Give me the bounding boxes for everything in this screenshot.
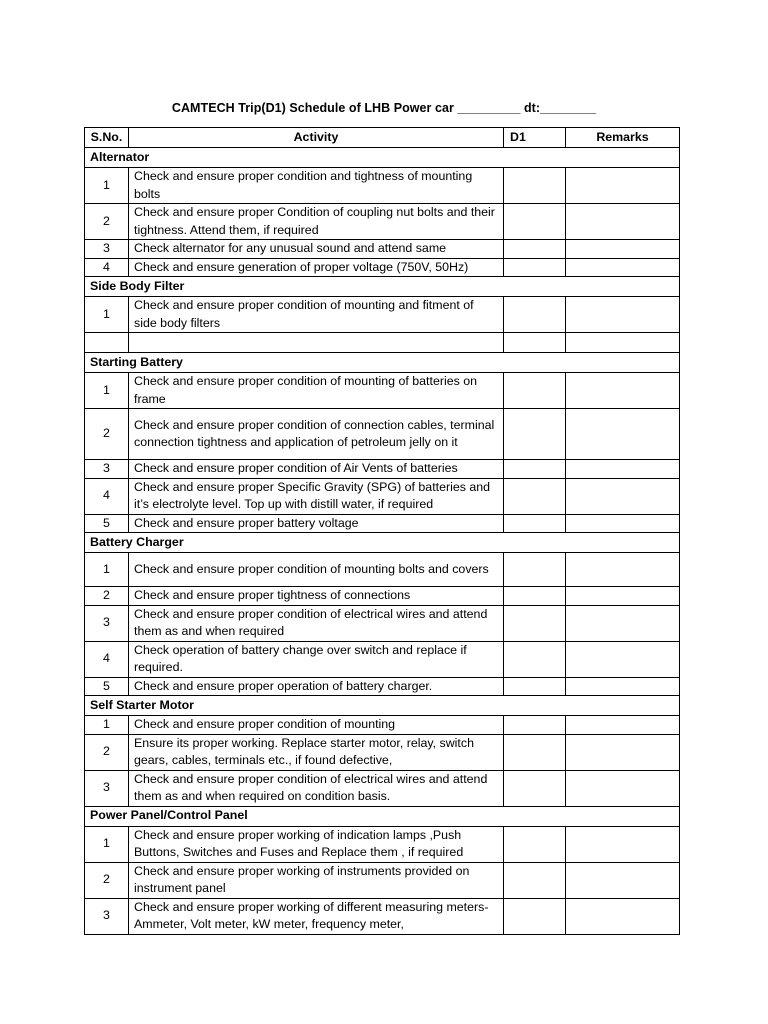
table-row	[85, 460, 680, 479]
activity-cell: Check and ensure proper condition of mounting and fitment of side body filters	[129, 297, 504, 333]
activity-cell: Check and ensure proper battery voltage	[129, 514, 504, 533]
d1-cell[interactable]	[504, 605, 566, 641]
activity-cell: Check and ensure proper condition of Air Vents of batteries	[129, 460, 504, 479]
table-row	[85, 587, 680, 606]
d1-cell[interactable]	[504, 240, 566, 259]
remarks-cell[interactable]	[566, 333, 680, 353]
table-row	[85, 605, 680, 641]
activity-cell: Check and ensure generation of proper voltage (750V, 50Hz)	[129, 258, 504, 277]
activity-cell: Check operation of battery change over switch and replace if required.	[129, 641, 504, 677]
d1-cell[interactable]	[504, 716, 566, 735]
sno-cell: 1	[85, 168, 129, 204]
sno-cell: 2	[85, 734, 129, 770]
table-row	[85, 240, 680, 259]
d1-cell[interactable]	[504, 862, 566, 898]
activity-cell: Ensure its proper working. Replace starter motor, relay, switch gears, cables, terminals etc., if found defective,	[129, 734, 504, 770]
remarks-cell[interactable]	[566, 258, 680, 277]
remarks-cell[interactable]	[566, 168, 680, 204]
sno-cell: 4	[85, 258, 129, 277]
sno-cell: 1	[85, 826, 129, 862]
sno-cell: 1	[85, 373, 129, 409]
activity-cell: Check and ensure proper condition of mounting	[129, 716, 504, 735]
sno-cell: 3	[85, 240, 129, 259]
activity-cell: Check and ensure proper condition of electrical wires and attend them as and when required	[129, 605, 504, 641]
schedule-table	[84, 127, 680, 935]
remarks-cell[interactable]	[566, 587, 680, 606]
sno-cell: 1	[85, 553, 129, 587]
d1-cell[interactable]	[504, 204, 566, 240]
sno-cell: 3	[85, 770, 129, 806]
header-row	[85, 128, 680, 148]
sno-cell: 2	[85, 587, 129, 606]
remarks-cell[interactable]	[566, 770, 680, 806]
d1-cell[interactable]	[504, 297, 566, 333]
activity-cell: Check and ensure proper condition of connection cables, terminal connection tightness and application of petroleum jelly on it	[129, 409, 504, 460]
remarks-cell[interactable]	[566, 373, 680, 409]
section-row-alternator	[85, 148, 680, 168]
activity-cell: Check and ensure proper Condition of coupling nut bolts and their tightness. Attend them, if required	[129, 204, 504, 240]
remarks-cell[interactable]	[566, 862, 680, 898]
table-row	[85, 204, 680, 240]
table-row-blank	[85, 333, 680, 353]
remarks-cell[interactable]	[566, 514, 680, 533]
remarks-cell[interactable]	[566, 409, 680, 460]
activity-cell: Check and ensure proper condition of electrical wires and attend them as and when required on condition basis.	[129, 770, 504, 806]
d1-cell[interactable]	[504, 587, 566, 606]
d1-cell[interactable]	[504, 553, 566, 587]
remarks-cell[interactable]	[566, 240, 680, 259]
sno-cell: 2	[85, 409, 129, 460]
table-row	[85, 826, 680, 862]
sno-cell: 4	[85, 641, 129, 677]
table-row	[85, 478, 680, 514]
d1-cell[interactable]	[504, 373, 566, 409]
section-title: Battery Charger	[85, 533, 680, 553]
section-title: Power Panel/Control Panel	[85, 806, 680, 826]
d1-cell[interactable]	[504, 826, 566, 862]
activity-cell: Check alternator for any unusual sound and attend same	[129, 240, 504, 259]
remarks-cell[interactable]	[566, 677, 680, 696]
sno-cell: 5	[85, 514, 129, 533]
table-row	[85, 716, 680, 735]
activity-cell: Check and ensure proper condition of mounting of batteries on frame	[129, 373, 504, 409]
d1-cell[interactable]	[504, 898, 566, 934]
d1-cell[interactable]	[504, 478, 566, 514]
section-title: Starting Battery	[85, 353, 680, 373]
d1-cell[interactable]	[504, 409, 566, 460]
table-row	[85, 297, 680, 333]
section-title: Self Starter Motor	[85, 696, 680, 716]
activity-cell: Check and ensure proper condition and tightness of mounting bolts	[129, 168, 504, 204]
header-d1: D1	[504, 128, 566, 148]
header-remarks: Remarks	[566, 128, 680, 148]
table-row	[85, 409, 680, 460]
sno-cell: 2	[85, 862, 129, 898]
section-row-battery-charger	[85, 533, 680, 553]
remarks-cell[interactable]	[566, 716, 680, 735]
d1-cell[interactable]	[504, 168, 566, 204]
table-row	[85, 898, 680, 934]
section-row-side-body-filter	[85, 277, 680, 297]
remarks-cell[interactable]	[566, 460, 680, 479]
remarks-cell[interactable]	[566, 898, 680, 934]
remarks-cell[interactable]	[566, 297, 680, 333]
table-row	[85, 514, 680, 533]
remarks-cell[interactable]	[566, 204, 680, 240]
page-title: CAMTECH Trip(D1) Schedule of LHB Power car _________ dt:________	[171, 101, 597, 115]
d1-cell[interactable]	[504, 677, 566, 696]
sno-cell	[85, 333, 129, 353]
table-row	[85, 373, 680, 409]
remarks-cell[interactable]	[566, 478, 680, 514]
activity-cell: Check and ensure proper condition of mounting bolts and covers	[129, 553, 504, 587]
activity-cell: Check and ensure proper tightness of connections	[129, 587, 504, 606]
sno-cell: 1	[85, 297, 129, 333]
d1-cell[interactable]	[504, 734, 566, 770]
table-row	[85, 862, 680, 898]
d1-cell[interactable]	[504, 770, 566, 806]
sno-cell: 4	[85, 478, 129, 514]
activity-cell	[129, 333, 504, 353]
d1-cell[interactable]	[504, 514, 566, 533]
table-row	[85, 168, 680, 204]
d1-cell[interactable]	[504, 641, 566, 677]
table-row	[85, 553, 680, 587]
remarks-cell[interactable]	[566, 605, 680, 641]
activity-cell: Check and ensure proper working of instruments provided on instrument panel	[129, 862, 504, 898]
header-sno: S.No.	[85, 128, 129, 148]
remarks-cell[interactable]	[566, 826, 680, 862]
activity-cell: Check and ensure proper operation of battery charger.	[129, 677, 504, 696]
activity-cell: Check and ensure proper working of indication lamps ,Push Buttons, Switches and Fuses and Replace them , if required	[129, 826, 504, 862]
sno-cell: 1	[85, 716, 129, 735]
d1-cell[interactable]	[504, 258, 566, 277]
table-row	[85, 641, 680, 677]
section-row-starting-battery	[85, 353, 680, 373]
d1-cell[interactable]	[504, 460, 566, 479]
section-title: Side Body Filter	[85, 277, 680, 297]
table-row	[85, 770, 680, 806]
table-row	[85, 258, 680, 277]
activity-cell: Check and ensure proper Specific Gravity (SPG) of batteries and it’s electrolyte level. Top up with distill water, if required	[129, 478, 504, 514]
section-title: Alternator	[85, 148, 680, 168]
header-activity: Activity	[129, 128, 504, 148]
section-row-self-starter-motor	[85, 696, 680, 716]
sno-cell: 3	[85, 898, 129, 934]
section-row-power-panel	[85, 806, 680, 826]
sno-cell: 3	[85, 460, 129, 479]
table-row	[85, 677, 680, 696]
activity-cell: Check and ensure proper working of different measuring meters- Ammeter, Volt meter, kW meter, frequency meter,	[129, 898, 504, 934]
table-row	[85, 734, 680, 770]
d1-cell[interactable]	[504, 333, 566, 353]
remarks-cell[interactable]	[566, 641, 680, 677]
sno-cell: 2	[85, 204, 129, 240]
sno-cell: 3	[85, 605, 129, 641]
remarks-cell[interactable]	[566, 553, 680, 587]
remarks-cell[interactable]	[566, 734, 680, 770]
sno-cell: 5	[85, 677, 129, 696]
